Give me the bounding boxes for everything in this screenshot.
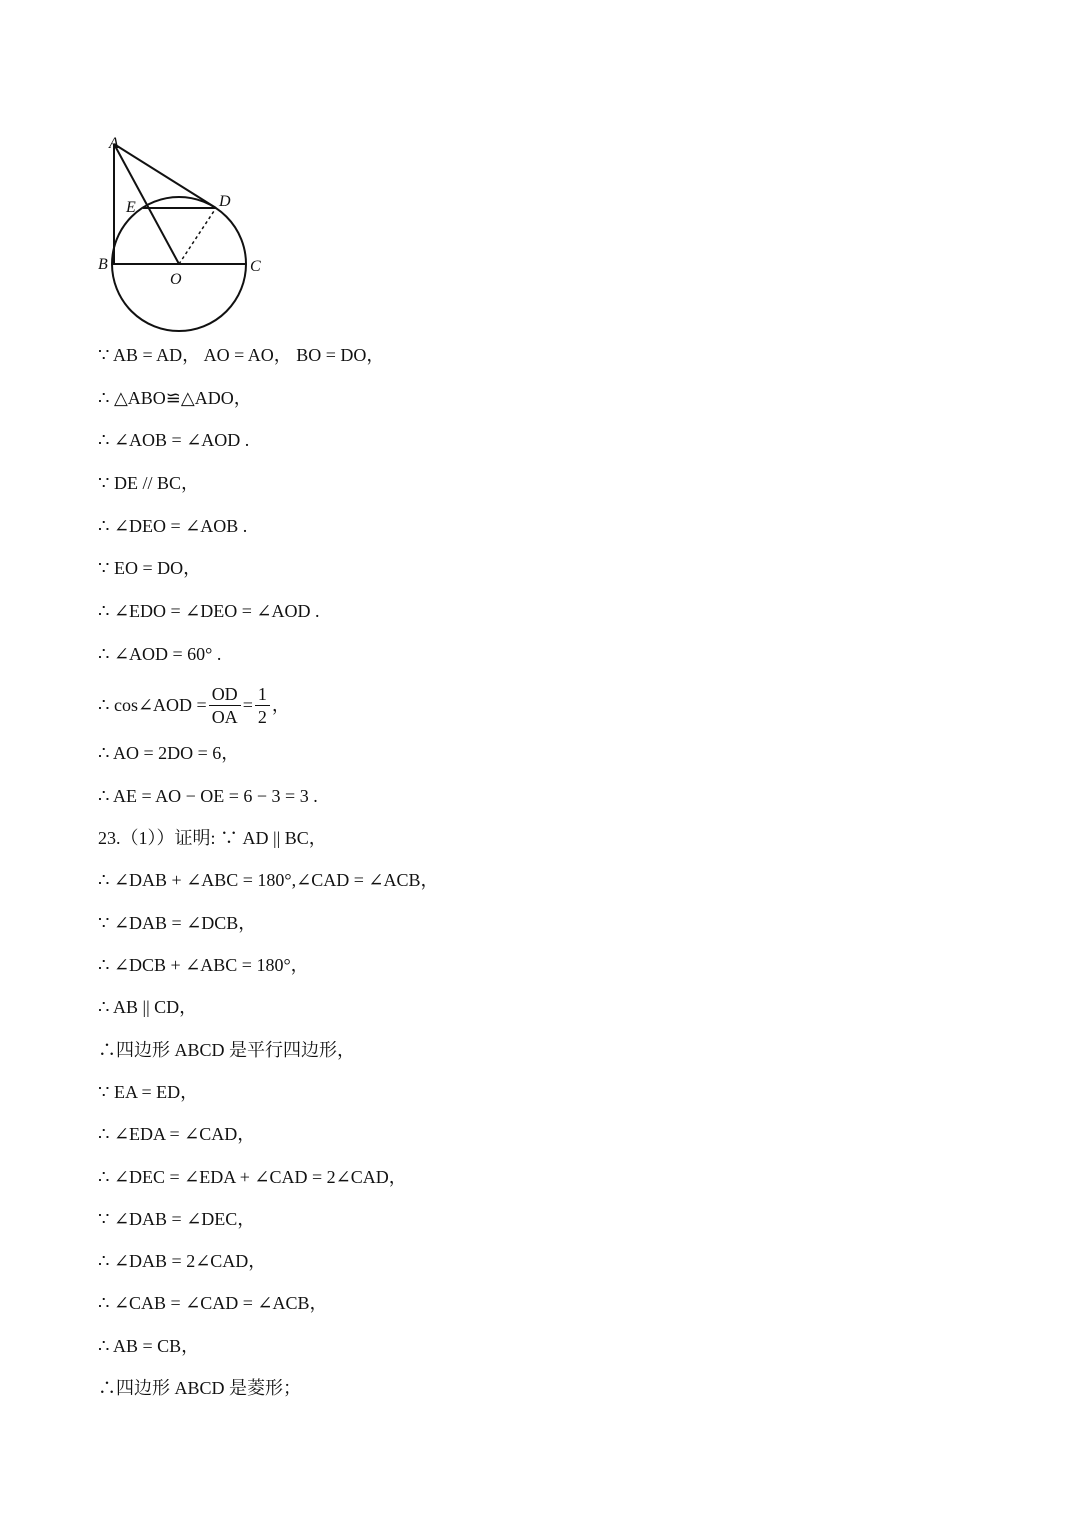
- proof-line: ∵ AB = AD， AO = AO， BO = DO，: [98, 345, 385, 365]
- proof-line: ∴ ∠CAB = ∠CAD = ∠ACB，: [98, 1293, 328, 1313]
- fraction-numerator: OD: [209, 683, 241, 706]
- proof-line: ∴ ∠DEC = ∠EDA + ∠CAD = 2∠CAD，: [98, 1167, 407, 1187]
- proof-line: ∴ ∠DAB + ∠ABC = 180°,∠CAD = ∠ACB，: [98, 870, 439, 890]
- proof-line: ∵ EO = DO，: [98, 558, 202, 578]
- label-o: O: [170, 271, 182, 288]
- proof-line: ∴ AE = AO − OE = 6 − 3 = 3 .: [98, 786, 318, 806]
- cos-line: [98, 676, 290, 734]
- proof-line: ∴ ∠EDO = ∠DEO = ∠AOD .: [98, 601, 320, 621]
- proof-line: ∴ ∠EDA = ∠CAD，: [98, 1124, 256, 1144]
- circle-tangent-diagram: [92, 132, 272, 337]
- label-b: B: [98, 256, 108, 273]
- label-c: C: [250, 258, 261, 275]
- proof-line: ∴四边形 ABCD 是平行四边形，: [98, 1040, 356, 1060]
- equals-sign: =: [242, 695, 253, 715]
- fraction-numerator: 1: [255, 683, 270, 706]
- proof-line: ∵ ∠DAB = ∠DCB，: [98, 913, 257, 933]
- label-e: E: [126, 199, 136, 216]
- cos-suffix: ，: [271, 695, 290, 715]
- proof-line: ∴四边形 ABCD 是菱形；: [98, 1378, 302, 1398]
- proof-line: ∴ ∠DAB = 2∠CAD，: [98, 1251, 267, 1271]
- question-heading: 23.（1））证明: ∵ AD || BC，: [98, 828, 327, 848]
- proof-line: ∴ ∠AOD = 60° .: [98, 644, 222, 664]
- fraction-od-oa: [209, 683, 241, 728]
- proof-line: ∵ DE // BC，: [98, 473, 199, 493]
- proof-line: ∴ AO = 2DO = 6，: [98, 743, 240, 763]
- proof-line: ∴ ∠AOB = ∠AOD .: [98, 430, 250, 450]
- proof-line: ∴ ∠DEO = ∠AOB .: [98, 516, 248, 536]
- segment-ao: [114, 144, 179, 264]
- fraction-one-half: [255, 683, 270, 728]
- proof-line: ∴ △ABO≌△ADO，: [98, 388, 252, 408]
- cos-prefix: ∴ cos∠AOD =: [98, 695, 207, 715]
- proof-line: ∵ ∠DAB = ∠DEC，: [98, 1209, 256, 1229]
- proof-line: ∵ EA = ED，: [98, 1082, 199, 1102]
- fraction-denominator: 2: [257, 706, 267, 727]
- label-d: D: [219, 193, 231, 210]
- label-a: A: [109, 135, 119, 152]
- fraction-denominator: OA: [211, 706, 238, 727]
- proof-line: ∴ AB = CB，: [98, 1336, 200, 1356]
- proof-line: ∴ AB || CD，: [98, 997, 198, 1017]
- proof-line: ∴ ∠DCB + ∠ABC = 180°，: [98, 955, 309, 975]
- geometry-figure: [92, 132, 272, 337]
- segment-od-dashed: [179, 208, 216, 264]
